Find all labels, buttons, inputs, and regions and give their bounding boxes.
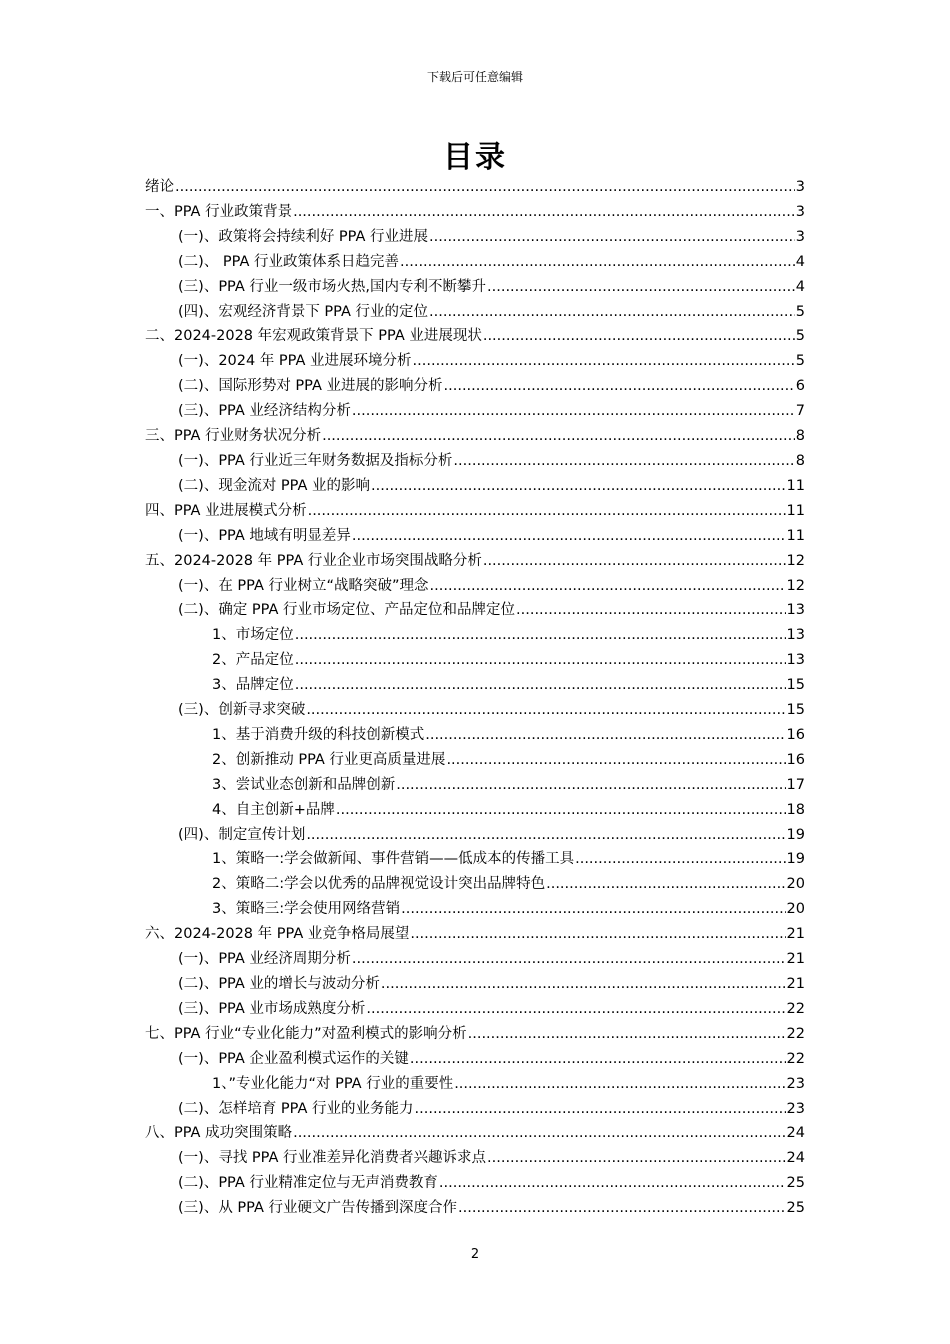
toc-entry[interactable] (145, 1072, 805, 1097)
toc-entry-page: 12 (786, 552, 805, 569)
toc-entry-text: (三)、PPA 业经济结构分析 (178, 403, 351, 420)
toc-entry-text: (一)、在 PPA 行业树立“战略突破”理念 (178, 577, 429, 594)
toc-entry[interactable] (145, 1171, 805, 1196)
toc-leader-dots (516, 598, 786, 623)
toc-entry[interactable] (145, 499, 805, 524)
toc-leader-dots (352, 399, 795, 424)
toc-entry[interactable] (145, 922, 805, 947)
toc-leader-dots (458, 1196, 786, 1221)
toc-entry-page: 22 (786, 1025, 805, 1042)
toc-leader-dots (483, 324, 795, 349)
toc-leader-dots (371, 474, 786, 499)
toc-entry-text: (一)、PPA 地域有明显差异 (178, 527, 351, 544)
toc-entry-text: (一)、政策将会持续利好 PPA 行业进展 (178, 228, 429, 245)
toc-leader-dots (429, 300, 795, 325)
toc-entry-page: 5 (795, 303, 805, 320)
toc-entry-text: (二)、PPA 业的增长与波动分析 (178, 976, 380, 992)
toc-leader-dots (425, 723, 785, 748)
header-note: 下载后可任意编辑 (426, 70, 523, 84)
toc-entry[interactable] (145, 947, 805, 972)
toc-entry-text: (三)、PPA 业市场成熟度分析 (178, 1000, 366, 1017)
toc-entry-page: 11 (786, 502, 805, 519)
toc-entry-text: 七、PPA 行业“专业化能力”对盈利模式的影响分析 (145, 1025, 467, 1042)
toc-entry-text: 2、产品定位 (212, 652, 294, 669)
toc-entry[interactable] (145, 449, 805, 474)
toc-entry-text: (二)、现金流对 PPA 业的影响 (178, 477, 371, 494)
toc-entry[interactable] (145, 723, 805, 748)
toc-entry-page: 24 (786, 1125, 805, 1142)
toc-leader-dots (439, 1171, 786, 1196)
toc-entry[interactable] (145, 225, 805, 250)
toc-leader-dots (306, 698, 785, 723)
toc-entry-page: 19 (786, 851, 805, 868)
toc-entry-page: 22 (786, 1050, 805, 1067)
toc-entry-text: 八、PPA 成功突围策略 (145, 1125, 293, 1142)
toc-leader-dots (295, 623, 786, 648)
toc-entry[interactable] (145, 1022, 805, 1047)
toc-leader-dots (483, 549, 786, 574)
toc-leader-dots (415, 1097, 786, 1122)
toc-entry-page: 25 (786, 1175, 805, 1192)
toc-entry-page: 4 (795, 278, 805, 295)
toc-entry-page: 24 (786, 1150, 805, 1167)
toc-entry-page: 25 (786, 1200, 805, 1217)
toc-entry-page: 8 (795, 452, 805, 469)
toc-entry-text: (一)、寻找 PPA 行业准差异化消费者兴趣诉求点 (178, 1150, 487, 1167)
toc-entry-page: 11 (786, 527, 805, 544)
toc-entry[interactable] (145, 1121, 805, 1146)
toc-entry-text: 1、策略一:学会做新闻、事件营销——低成本的传播工具 (212, 851, 575, 868)
toc-entry-text: (一)、2024 年 PPA 业进展环境分析 (178, 353, 412, 370)
toc-entry-text: 3、尝试业态创新和品牌创新 (212, 776, 396, 793)
toc-entry[interactable] (145, 847, 805, 872)
toc-leader-dots (352, 524, 786, 549)
toc-entry[interactable] (145, 300, 805, 325)
toc-leader-dots (546, 872, 785, 897)
toc-entry-page: 16 (786, 726, 805, 743)
toc-entry[interactable] (145, 374, 805, 399)
toc-entry[interactable] (145, 673, 805, 698)
toc-entry-page: 19 (786, 826, 805, 843)
toc-entry[interactable] (145, 748, 805, 773)
toc-entry[interactable] (145, 324, 805, 349)
toc-entry-page: 16 (786, 751, 805, 768)
toc-entry-page: 21 (786, 926, 805, 943)
toc-leader-dots (175, 175, 795, 200)
toc-entry-text: (三)、从 PPA 行业硬文广告传播到深度合作 (178, 1200, 458, 1217)
toc-leader-dots (410, 922, 785, 947)
toc-entry-text: (三)、创新寻求突破 (178, 702, 306, 719)
toc-leader-dots (336, 798, 786, 823)
toc-entry[interactable] (145, 823, 805, 848)
toc-leader-dots (352, 947, 786, 972)
toc-entry-page: 22 (786, 1000, 805, 1017)
toc-entry[interactable] (145, 200, 805, 225)
toc-leader-dots (454, 1072, 785, 1097)
toc-entry-text: 1、基于消费升级的科技创新模式 (212, 726, 425, 743)
toc-entry[interactable] (145, 524, 805, 549)
toc-entry-text: 2、创新推动 PPA 行业更高质量进展 (212, 751, 446, 768)
toc-entry-page: 21 (786, 976, 805, 992)
toc-entry[interactable] (145, 424, 805, 449)
toc-leader-dots (381, 972, 786, 997)
toc-entry-page: 3 (795, 228, 805, 245)
toc-entry-page: 20 (786, 901, 805, 918)
toc-entry-text: 3、品牌定位 (212, 677, 294, 694)
toc-entry-page: 8 (795, 428, 805, 445)
toc-entry-text: 四、PPA 业进展模式分析 (145, 502, 307, 519)
toc-entry[interactable] (145, 773, 805, 798)
toc-entry[interactable] (145, 997, 805, 1022)
toc-entry-text: 一、PPA 行业政策背景 (145, 203, 293, 220)
toc-entry-text: (一)、PPA 行业近三年财务数据及指标分析 (178, 452, 453, 469)
toc-entry[interactable] (145, 872, 805, 897)
toc-entry-text: (二)、PPA 行业精准定位与无声消费教育 (178, 1175, 438, 1192)
toc-entry-text: (二)、确定 PPA 行业市场定位、产品定位和品牌定位 (178, 602, 516, 619)
toc-leader-dots (444, 374, 795, 399)
toc-entry[interactable] (145, 175, 805, 200)
toc-title: 目录 (443, 140, 507, 175)
toc-entry-text: 六、2024-2028 年 PPA 业竞争格局展望 (145, 926, 410, 943)
toc-entry[interactable] (145, 549, 805, 574)
toc-entry-page: 5 (795, 328, 805, 345)
toc-entry[interactable] (145, 598, 805, 623)
toc-entry-page: 5 (795, 353, 805, 370)
toc-leader-dots (429, 225, 795, 250)
toc-entry[interactable] (145, 1097, 805, 1122)
toc-entry[interactable] (145, 1196, 805, 1221)
toc-leader-dots (401, 897, 785, 922)
toc-entry-page: 18 (786, 801, 805, 818)
toc-entry-page: 21 (786, 951, 805, 968)
toc-leader-dots (293, 1121, 785, 1146)
toc-entry[interactable] (145, 1047, 805, 1072)
toc-entry-page: 13 (786, 652, 805, 669)
toc-entry-text: 二、2024-2028 年宏观政策背景下 PPA 业进展现状 (145, 328, 482, 345)
toc-entry-page: 12 (786, 577, 805, 594)
toc-entry-text: 2、策略二:学会以优秀的品牌视觉设计突出品牌特色 (212, 876, 546, 893)
toc-entry[interactable] (145, 574, 805, 599)
toc-leader-dots (322, 424, 795, 449)
toc-entry-page: 20 (786, 876, 805, 893)
table-of-contents (145, 175, 805, 1221)
toc-leader-dots (293, 200, 795, 225)
toc-entry-text: 1、”专业化能力“对 PPA 行业的重要性 (212, 1075, 454, 1092)
toc-entry-page: 13 (786, 627, 805, 644)
toc-entry[interactable] (145, 275, 805, 300)
toc-entry-page: 13 (786, 602, 805, 619)
toc-leader-dots (413, 349, 795, 374)
toc-entry-page: 23 (786, 1075, 805, 1092)
toc-leader-dots (366, 997, 785, 1022)
toc-leader-dots (446, 748, 785, 773)
toc-entry[interactable] (145, 798, 805, 823)
toc-leader-dots (396, 773, 785, 798)
toc-entry-text: 五、2024-2028 年 PPA 行业企业市场突围战略分析 (145, 552, 482, 569)
toc-entry-text: (四)、宏观经济背景下 PPA 行业的定位 (178, 303, 429, 320)
toc-entry-text: (三)、PPA 行业一级市场火热,国内专利不断攀升 (178, 278, 487, 295)
toc-entry-text: (一)、PPA 企业盈利模式运作的关键 (178, 1050, 409, 1067)
toc-leader-dots (487, 275, 795, 300)
toc-entry-page: 4 (795, 253, 805, 270)
toc-leader-dots (400, 250, 795, 275)
toc-entry-page: 7 (795, 403, 805, 420)
toc-leader-dots (487, 1146, 786, 1171)
toc-leader-dots (468, 1022, 786, 1047)
toc-leader-dots (308, 499, 786, 524)
toc-entry[interactable] (145, 1146, 805, 1171)
toc-leader-dots (430, 574, 786, 599)
toc-entry-page: 15 (786, 677, 805, 694)
toc-entry-page: 15 (786, 702, 805, 719)
toc-entry[interactable] (145, 623, 805, 648)
toc-leader-dots (575, 847, 785, 872)
toc-entry-text: 三、PPA 行业财务状况分析 (145, 428, 322, 445)
toc-leader-dots (295, 673, 786, 698)
toc-entry-page: 3 (795, 179, 805, 195)
toc-entry[interactable] (145, 897, 805, 922)
toc-entry-text: 3、策略三:学会使用网络营销 (212, 901, 401, 918)
toc-leader-dots (306, 823, 785, 848)
toc-leader-dots (295, 648, 786, 673)
toc-entry[interactable] (145, 399, 805, 424)
toc-entry-text: (二)、怎样培育 PPA 行业的业务能力 (178, 1100, 414, 1117)
toc-entry-page: 17 (786, 776, 805, 793)
toc-entry-page: 3 (795, 203, 805, 220)
toc-entry-text: 4、自主创新+品牌 (212, 801, 335, 818)
toc-entry-text: (四)、制定宣传计划 (178, 826, 306, 843)
toc-entry[interactable] (145, 648, 805, 673)
page-number: 2 (470, 1247, 480, 1262)
toc-entry-page: 11 (786, 477, 805, 494)
toc-entry-text: (二)、国际形势对 PPA 业进展的影响分析 (178, 378, 443, 395)
toc-entry-page: 6 (795, 378, 805, 395)
toc-entry[interactable] (145, 349, 805, 374)
toc-entry-text: (一)、PPA 业经济周期分析 (178, 951, 351, 968)
toc-entry-text: (二)、 PPA 行业政策体系日趋完善 (178, 253, 400, 270)
toc-entry-text: 绪论 (145, 179, 174, 195)
toc-entry[interactable] (145, 250, 805, 275)
toc-entry-text: 1、市场定位 (212, 627, 294, 644)
toc-entry[interactable] (145, 474, 805, 499)
toc-entry[interactable] (145, 698, 805, 723)
toc-leader-dots (453, 449, 794, 474)
toc-entry-page: 23 (786, 1100, 805, 1117)
toc-leader-dots (410, 1047, 786, 1072)
toc-entry[interactable] (145, 972, 805, 997)
